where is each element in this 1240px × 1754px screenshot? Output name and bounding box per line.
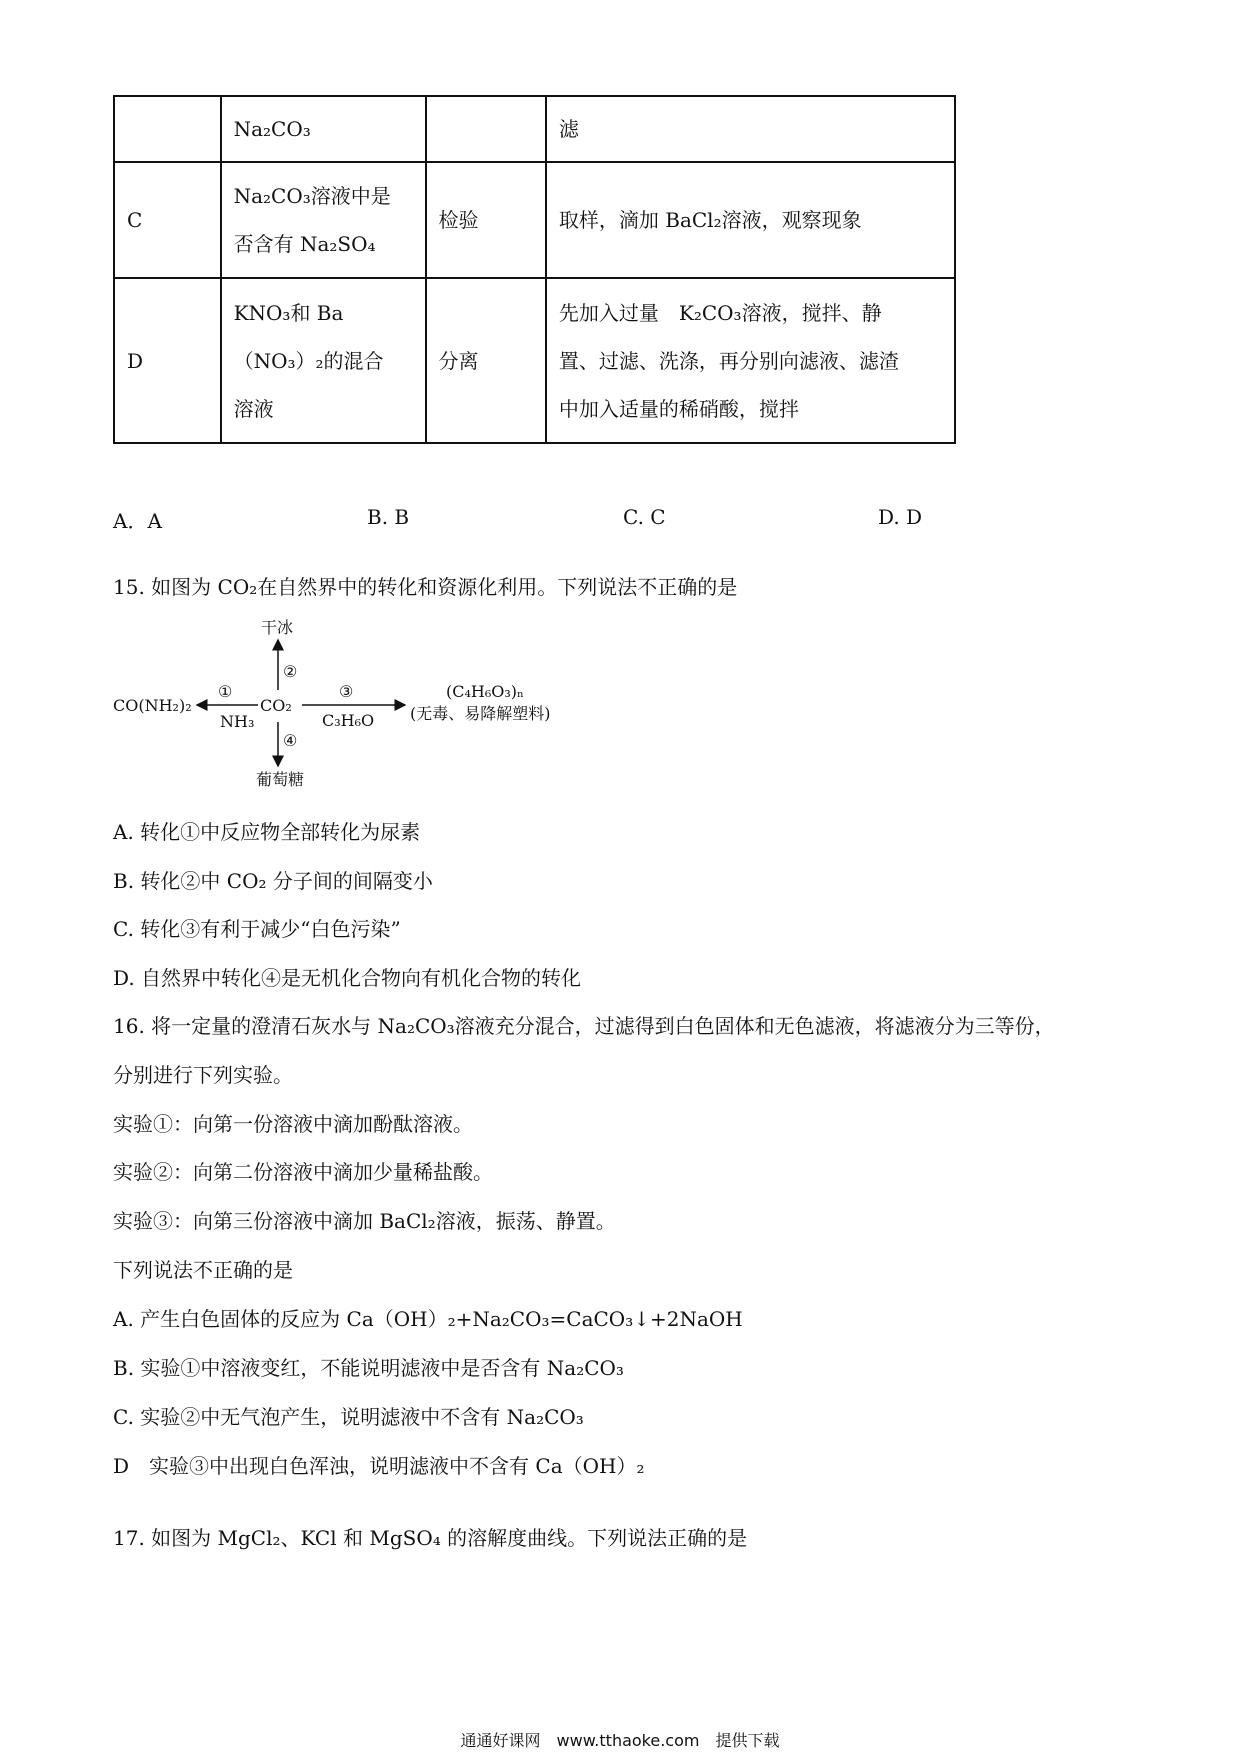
q16-stem-line2: 分别进行下列实验。 bbox=[113, 1063, 293, 1087]
cell-line: 置、过滤、洗涤，再分别向滤液、滤渣 bbox=[558, 348, 899, 373]
cell-line: 先加入过量 K₂CO₃溶液，搅拌、静 bbox=[558, 300, 882, 325]
label-glucose: 葡萄糖 bbox=[256, 770, 305, 789]
label-polymer: (C₄H₆O₃)ₙ bbox=[446, 682, 524, 701]
q15-option-c: C. 转化③有利于减少“白色污染” bbox=[113, 917, 401, 941]
cell-line: Na₂CO₃溶液中是 bbox=[233, 184, 391, 208]
q16-question: 下列说法不正确的是 bbox=[113, 1258, 293, 1282]
q15-option-d: D. 自然界中转化④是无机化合物向有机化合物的转化 bbox=[113, 966, 582, 990]
table-cell: C bbox=[114, 162, 221, 278]
table-cell: Na₂CO₃ bbox=[221, 96, 426, 162]
table-cell: D bbox=[114, 278, 221, 443]
marker-2: ② bbox=[283, 662, 298, 681]
reagent-c3h6o: C₃H₆O bbox=[322, 711, 375, 730]
cell-line: 否含有 Na₂SO₄ bbox=[233, 232, 376, 256]
q14-option-d: D. D bbox=[878, 505, 923, 529]
table-cell: 分离 bbox=[426, 278, 546, 443]
table-cell: 检验 bbox=[426, 162, 546, 278]
marker-4: ④ bbox=[283, 731, 298, 750]
table-cell: 取样，滴加 BaCl₂溶液，观察现象 bbox=[546, 162, 955, 278]
table-cell: 滤 bbox=[546, 96, 955, 162]
q16-option-c: C. 实验②中无气泡产生，说明滤液中不含有 Na₂CO₃ bbox=[113, 1405, 584, 1429]
q14-option-a: A．A bbox=[113, 509, 162, 533]
cell-line: KNO₃和 Ba bbox=[233, 300, 344, 325]
marker-1: ① bbox=[218, 682, 233, 701]
q16-option-a: A. 产生白色固体的反应为 Ca（OH）₂+Na₂CO₃=CaCO₃↓+2NaOH bbox=[113, 1307, 743, 1331]
cell-line: 中加入适量的稀硝酸，搅拌 bbox=[558, 396, 799, 421]
q16-option-b: B. 实验①中溶液变红，不能说明滤液中是否含有 Na₂CO₃ bbox=[113, 1356, 624, 1380]
label-polymer-note: (无毒、易降解塑料) bbox=[410, 704, 551, 723]
q14-option-b: B. B bbox=[367, 505, 410, 529]
q16-experiment-1: 实验①：向第一份溶液中滴加酚酞溶液。 bbox=[113, 1112, 473, 1136]
marker-3: ③ bbox=[339, 682, 354, 701]
q15-option-a: A. 转化①中反应物全部转化为尿素 bbox=[113, 820, 421, 844]
cell-line: 溶液 bbox=[233, 396, 274, 421]
q15-option-b: B. 转化②中 CO₂ 分子间的间隔变小 bbox=[113, 869, 433, 893]
reagent-nh3: NH₃ bbox=[220, 712, 255, 731]
label-dry-ice: 干冰 bbox=[261, 618, 294, 637]
label-co2: CO₂ bbox=[260, 696, 292, 715]
cell-line: （NO₃）₂的混合 bbox=[233, 348, 384, 373]
q14-option-c: C. C bbox=[623, 505, 666, 529]
q17-stem: 17. 如图为 MgCl₂、KCl 和 MgSO₄ 的溶解度曲线。下列说法正确的是 bbox=[113, 1526, 748, 1550]
q16-stem-line1: 16. 将一定量的澄清石灰水与 Na₂CO₃溶液充分混合，过滤得到白色固体和无色滤液，将滤液分为三等份， bbox=[113, 1014, 1055, 1038]
q16-option-d: D 实验③中出现白色浑浊，说明滤液中不含有 Ca（OH）₂ bbox=[113, 1454, 645, 1478]
q15-stem: 15. 如图为 CO₂在自然界中的转化和资源化利用。下列说法不正确的是 bbox=[113, 575, 738, 599]
page-footer: 通通好课网 www.tthaoke.com 提供下载 bbox=[460, 1731, 780, 1750]
diagram-arrows bbox=[0, 0, 1240, 800]
q16-experiment-3: 实验③：向第三份溶液中滴加 BaCl₂溶液，振荡、静置。 bbox=[113, 1209, 616, 1233]
q16-experiment-2: 实验②：向第二份溶液中滴加少量稀盐酸。 bbox=[113, 1160, 493, 1184]
label-urea: CO(NH₂)₂ bbox=[113, 696, 192, 715]
